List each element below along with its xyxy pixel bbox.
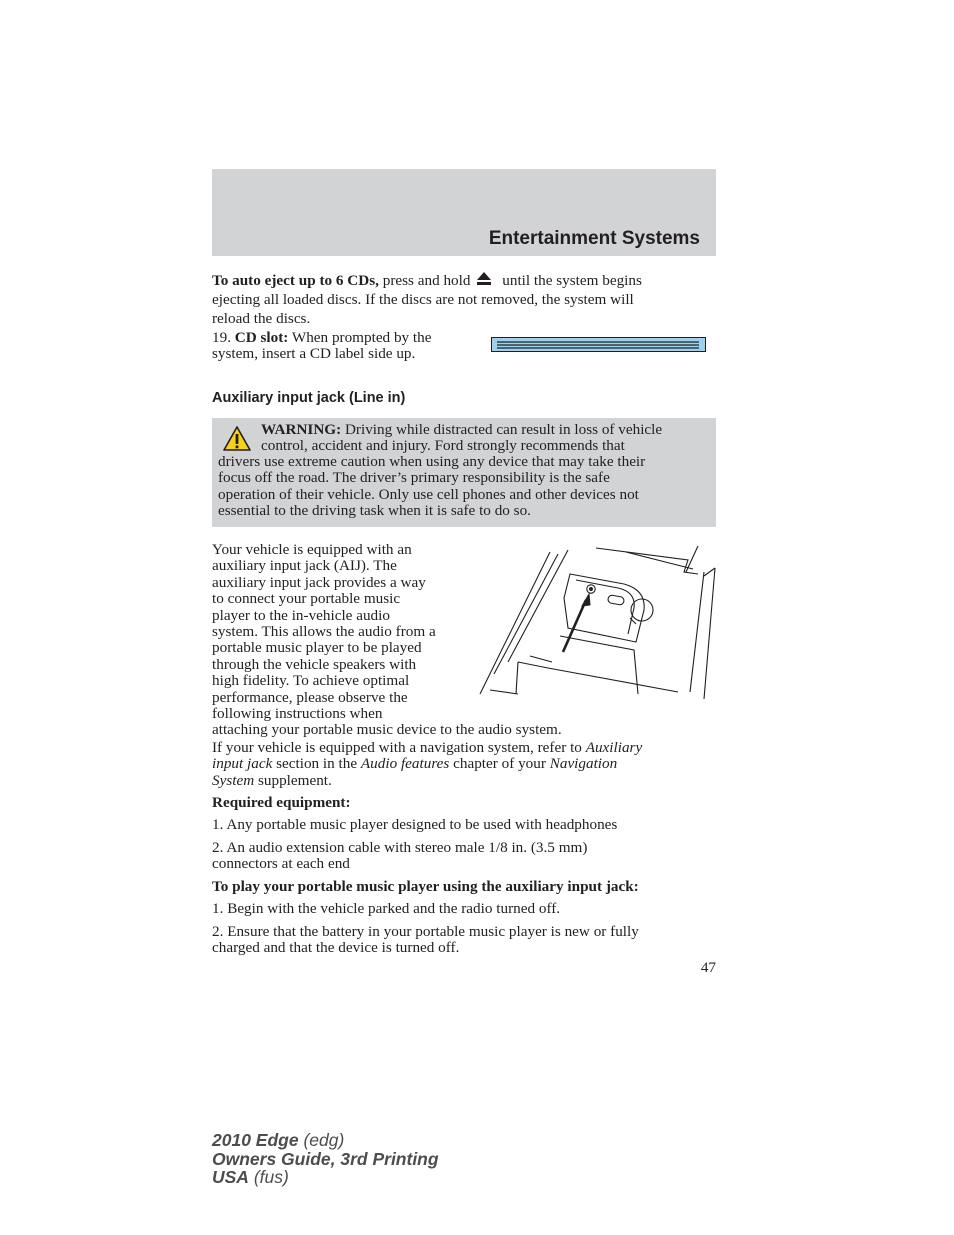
required-item-2-line-2: connectors at each end bbox=[212, 855, 350, 872]
nav-italic-auxiliary: Auxiliary bbox=[585, 739, 643, 756]
cd-slot-number: 19. bbox=[212, 329, 231, 346]
footer bbox=[212, 1131, 439, 1187]
eject-paragraph bbox=[212, 271, 716, 327]
page-number: 47 bbox=[700, 959, 716, 976]
cd-slot-label: CD slot: bbox=[234, 329, 289, 346]
nav-text-1: If your vehicle is equipped with a navigation system, refer to bbox=[212, 739, 586, 756]
section-header-band bbox=[212, 169, 716, 256]
warning-line-1: Driving while distracted can result in loss of vehicle bbox=[341, 421, 663, 438]
aij-line: Your vehicle is equipped with an bbox=[212, 541, 412, 558]
warning-box bbox=[212, 418, 716, 527]
nav-text-2: section in the bbox=[272, 755, 361, 773]
footer-model: 2010 Edge bbox=[212, 1130, 299, 1150]
aij-line: auxiliary input jack provides a way bbox=[212, 573, 426, 591]
warning-line-4: focus off the road. The driver’s primary responsibility is the safe bbox=[218, 469, 610, 486]
play-item-2-line-2: charged and that the device is turned off. bbox=[212, 939, 460, 956]
navigation-paragraph bbox=[212, 740, 716, 789]
aij-line: system. This allows the audio from a bbox=[212, 623, 436, 641]
footer-market-code: (fus) bbox=[248, 1167, 289, 1187]
warning-line-3: drivers use extreme caution when using any device that may take their bbox=[218, 453, 646, 470]
cd-slot-item bbox=[212, 330, 482, 363]
cd-slot-text: When prompted by the bbox=[288, 329, 432, 346]
eject-bold-lead: To auto eject up to 6 CDs, bbox=[212, 272, 379, 289]
aij-line: player to the in-vehicle audio bbox=[212, 606, 390, 624]
aij-line: high fidelity. To achieve optimal bbox=[212, 672, 410, 690]
footer-model-code: (edg) bbox=[298, 1130, 345, 1150]
play-item-1: 1. Begin with the vehicle parked and the radio turned off. bbox=[212, 900, 561, 917]
eject-text-post: until the system begins bbox=[502, 272, 642, 289]
nav-italic-navigation: Navigation bbox=[549, 755, 618, 773]
play-instructions-heading: To play your portable music player using the auxiliary input jack: bbox=[212, 878, 639, 895]
aij-line: attaching your portable music device to the audio system. bbox=[212, 721, 562, 739]
nav-text-4: supplement. bbox=[254, 771, 332, 789]
cd-slot-illustration bbox=[491, 337, 707, 358]
nav-text-3: chapter of your bbox=[449, 755, 550, 773]
aij-line: through the vehicle speakers with bbox=[212, 655, 417, 673]
aij-line: performance, please observe the bbox=[212, 688, 408, 706]
eject-text-pre: press and hold bbox=[378, 272, 471, 289]
aux-heading: Auxiliary input jack (Line in) bbox=[212, 390, 406, 406]
warning-line-5: operation of their vehicle. Only use cell phones and other devices not bbox=[218, 486, 639, 503]
warning-label: WARNING: bbox=[261, 421, 342, 438]
nav-italic-input-jack: input jack bbox=[212, 755, 273, 773]
aij-line: to connect your portable music bbox=[212, 590, 401, 608]
cd-slot-line-2: system, insert a CD label side up. bbox=[212, 345, 416, 363]
eject-icon bbox=[476, 271, 492, 290]
required-equipment-heading: Required equipment: bbox=[212, 794, 351, 811]
footer-market: USA bbox=[212, 1167, 249, 1187]
warning-line-2: control, accident and injury. Ford strongly recommends that bbox=[261, 437, 625, 454]
aij-line: auxiliary input jack (AIJ). The bbox=[212, 557, 397, 575]
aij-line: following instructions when bbox=[212, 705, 383, 723]
required-item-2-line-1: 2. An audio extension cable with stereo male 1/8 in. (3.5 mm) bbox=[212, 839, 588, 856]
nav-italic-audio-features: Audio features bbox=[360, 755, 450, 773]
footer-guide: Owners Guide, 3rd Printing bbox=[212, 1148, 439, 1169]
required-item-1: 1. Any portable music player designed to be used with headphones bbox=[212, 816, 618, 833]
aij-line: portable music player to be played bbox=[212, 639, 422, 657]
eject-line-3: reload the discs. bbox=[212, 309, 311, 327]
warning-line-6: essential to the driving task when it is safe to do so. bbox=[218, 502, 531, 519]
nav-italic-system: System bbox=[212, 771, 255, 789]
section-title: Entertainment Systems bbox=[488, 228, 700, 249]
eject-line-2: ejecting all loaded discs. If the discs are not removed, the system will bbox=[212, 291, 634, 309]
aux-jack-console-illustration bbox=[478, 544, 718, 709]
play-item-2-line-1: 2. Ensure that the battery in your portable music player is new or fully bbox=[212, 923, 639, 940]
